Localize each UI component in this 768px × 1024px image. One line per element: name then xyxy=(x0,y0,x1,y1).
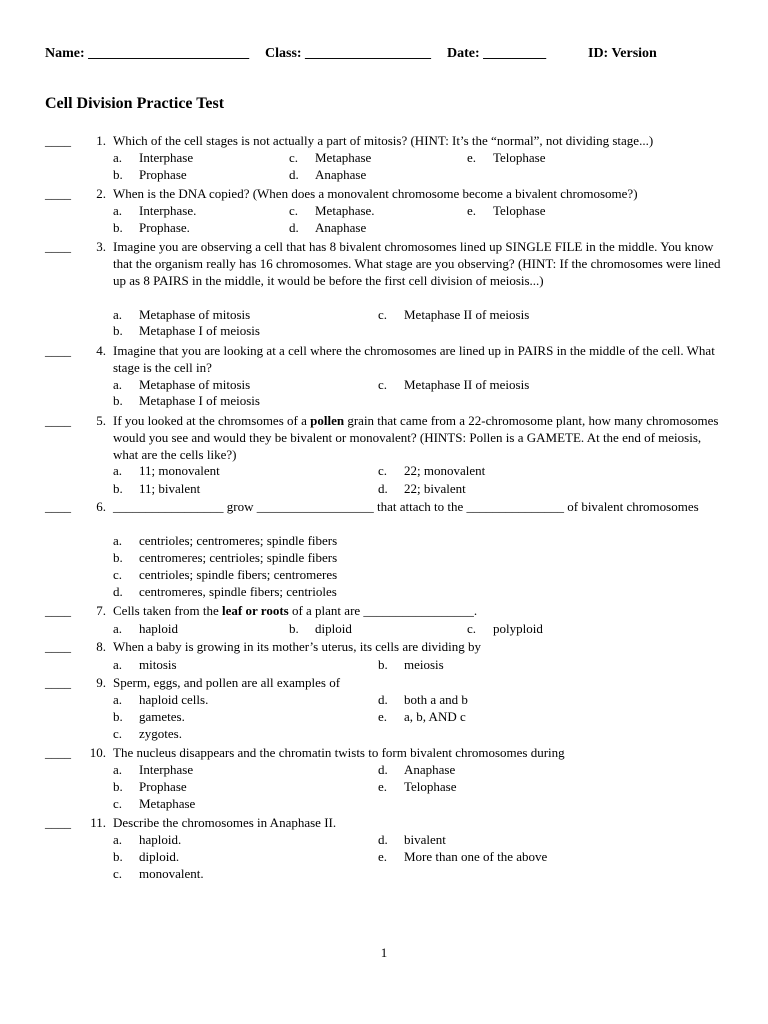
option-text: Telophase xyxy=(493,150,546,165)
option-letter: c. xyxy=(113,866,123,881)
option xyxy=(378,306,529,323)
option xyxy=(113,566,337,583)
id-version: ID: Version xyxy=(588,46,657,61)
question-number: 10. xyxy=(89,745,106,760)
option-letter: b. xyxy=(113,393,123,408)
page-title: Cell Division Practice Test xyxy=(45,95,225,112)
option xyxy=(113,620,178,637)
option-letter: b. xyxy=(378,657,388,672)
option xyxy=(113,725,182,742)
option-letter: a. xyxy=(113,150,123,165)
question-text xyxy=(113,602,725,619)
question-number: 9. xyxy=(96,675,106,690)
page-number: 1 xyxy=(380,945,388,960)
option xyxy=(467,620,543,637)
option-text: Metaphase xyxy=(139,796,196,811)
option xyxy=(378,708,466,725)
answer-blank: ____ xyxy=(45,639,71,654)
option-text: diploid xyxy=(315,621,352,636)
option-text: haploid. xyxy=(139,832,182,847)
option xyxy=(378,376,529,393)
question-text-part: If you looked at the chromsomes of a xyxy=(113,413,311,428)
option-letter: d. xyxy=(289,167,299,182)
option-text: gametes. xyxy=(139,709,185,724)
option xyxy=(378,462,485,479)
option xyxy=(113,149,193,166)
question-text: Which of the cell stages is not actually a part of mitosis? (HINT: It’s the “normal”, not dividing stage...) xyxy=(113,133,654,148)
option-text: meiosis xyxy=(404,657,444,672)
question-text: When a baby is growing in its mother’s uterus, its cells are dividing by xyxy=(113,639,482,654)
question-text-part: Cells taken from the xyxy=(113,603,223,618)
option-letter: a. xyxy=(113,203,123,218)
option-letter: a. xyxy=(113,533,123,548)
option-letter: b. xyxy=(113,849,123,864)
option xyxy=(113,831,181,848)
option-text: Anaphase xyxy=(315,220,367,235)
option-text: centrioles; spindle fibers; centromeres xyxy=(139,567,338,582)
option-letter: d. xyxy=(113,584,123,599)
option-letter: b. xyxy=(113,550,123,565)
question-number: 7. xyxy=(96,603,106,618)
option xyxy=(113,583,337,600)
question-text: Imagine that you are looking at a cell where the chromosomes are lined up in PAIRS in the middle of the cell. What stage is the cell in? xyxy=(113,343,715,375)
option xyxy=(113,306,250,323)
option-text: More than one of the above xyxy=(404,849,548,864)
question-text: Sperm, eggs, and pollen are all examples of xyxy=(113,675,341,690)
question-text-part: grain that came from a 22-chromosome plant, how many chromosomes would you see and would they be bivalent or monovalent? (HINTS: Pollen is a GAMETE. At the end of meiosis, what are the cells like?) xyxy=(113,413,719,462)
option-text: Metaphase I of meiosis xyxy=(139,393,260,408)
option-text: centrioles; centromeres; spindle fibers xyxy=(139,533,338,548)
option xyxy=(113,392,260,409)
answer-blank: ____ xyxy=(45,239,71,254)
option-text: Prophase xyxy=(139,779,187,794)
option-text: haploid cells. xyxy=(139,692,209,707)
option-text: Telophase xyxy=(493,203,546,218)
option xyxy=(378,761,455,778)
option-text: centromeres; centrioles; spindle fibers xyxy=(139,550,338,565)
option xyxy=(113,462,220,479)
option-text: Metaphase xyxy=(315,150,372,165)
option-text: polyploid xyxy=(493,621,543,636)
option-text: Interphase. xyxy=(139,203,197,218)
option-text: both a and b xyxy=(404,692,468,707)
option-text: Metaphase I of meiosis xyxy=(139,323,260,338)
option-text: diploid. xyxy=(139,849,180,864)
question-text: The nucleus disappears and the chromatin twists to form bivalent chromosomes during xyxy=(113,745,565,760)
option-text: Anaphase xyxy=(404,762,456,777)
emphasis-leaf-or-roots: leaf or roots xyxy=(222,603,289,618)
option-letter: e. xyxy=(378,779,388,794)
option-letter: c. xyxy=(378,463,388,478)
option-letter: c. xyxy=(113,796,123,811)
option-letter: e. xyxy=(378,709,388,724)
option-letter: a. xyxy=(113,377,123,392)
question-number: 6. xyxy=(96,499,106,514)
option xyxy=(113,166,187,183)
option-text: haploid xyxy=(139,621,178,636)
option xyxy=(113,202,196,219)
answer-blank: ____ xyxy=(45,675,71,690)
option xyxy=(113,480,200,497)
option-text: Prophase. xyxy=(139,220,190,235)
question-text xyxy=(113,412,725,463)
question-number: 1. xyxy=(96,133,106,148)
option xyxy=(113,691,208,708)
option-letter: a. xyxy=(113,307,123,322)
option-text: Interphase xyxy=(139,762,194,777)
option-letter: a. xyxy=(113,762,123,777)
option-letter: c. xyxy=(378,377,388,392)
option xyxy=(113,219,190,236)
option xyxy=(289,149,371,166)
question-text: Imagine you are observing a cell that has 8 bivalent chromosomes lined up SINGLE FILE in the middle. You know that the organism really has 16 chromosomes. What stage are you observing? (HINT: If the chromosomes were lined up as 8 PAIRS in the middle, it would be before the first cell division of meiosis...) xyxy=(113,239,721,288)
option xyxy=(378,831,446,848)
option xyxy=(113,322,260,339)
option-letter: a. xyxy=(113,463,123,478)
name-field: Name: _______________________ xyxy=(45,46,250,61)
option xyxy=(378,480,466,497)
answer-blank: ____ xyxy=(45,815,71,830)
option xyxy=(113,708,185,725)
question-number: 4. xyxy=(96,343,106,358)
option-text: Metaphase II of meiosis xyxy=(404,377,530,392)
option-letter: d. xyxy=(289,220,299,235)
option-letter: b. xyxy=(113,779,123,794)
option xyxy=(378,656,444,673)
option-letter: e. xyxy=(378,849,388,864)
option-letter: b. xyxy=(289,621,299,636)
answer-blank: ____ xyxy=(45,133,71,148)
option-letter: d. xyxy=(378,481,388,496)
option-letter: b. xyxy=(113,167,123,182)
option xyxy=(289,166,366,183)
question-text: Describe the chromosomes in Anaphase II. xyxy=(113,815,337,830)
question-text: _________________ grow __________________ that attach to the _______________ of bivalent chromosomes xyxy=(113,499,699,514)
option-letter: d. xyxy=(378,692,388,707)
emphasis-pollen: pollen xyxy=(310,413,345,428)
option xyxy=(467,202,546,219)
option xyxy=(289,219,366,236)
option xyxy=(378,848,547,865)
option xyxy=(378,778,457,795)
option xyxy=(113,865,204,882)
answer-blank: ____ xyxy=(45,413,71,428)
option-letter: e. xyxy=(467,150,477,165)
option-letter: c. xyxy=(113,726,123,741)
option-text: Metaphase. xyxy=(315,203,375,218)
option-text: 11; bivalent xyxy=(139,481,201,496)
option-text: centromeres, spindle fibers; centrioles xyxy=(139,584,337,599)
option-text: Interphase xyxy=(139,150,194,165)
option xyxy=(113,549,337,566)
option-text: 22; bivalent xyxy=(404,481,466,496)
option-letter: b. xyxy=(113,709,123,724)
option xyxy=(113,761,193,778)
option-text: Telophase xyxy=(404,779,457,794)
question-number: 2. xyxy=(96,186,106,201)
option-letter: a. xyxy=(113,621,123,636)
question-number: 8. xyxy=(96,639,106,654)
option-text: Metaphase of mitosis xyxy=(139,377,251,392)
option-letter: b. xyxy=(113,481,123,496)
question-number: 11. xyxy=(90,815,106,830)
answer-blank: ____ xyxy=(45,745,71,760)
option-letter: c. xyxy=(113,567,123,582)
date-field: Date: _________ xyxy=(447,46,547,61)
question-text: When is the DNA copied? (When does a monovalent chromosome become a bivalent chromosome?) xyxy=(113,186,638,201)
option-letter: d. xyxy=(378,832,388,847)
option-text: zygotes. xyxy=(139,726,182,741)
option xyxy=(113,376,250,393)
question-number: 5. xyxy=(96,413,106,428)
option-text: 22; monovalent xyxy=(404,463,486,478)
option-letter: b. xyxy=(113,220,123,235)
option-letter: c. xyxy=(289,150,299,165)
answer-blank: ____ xyxy=(45,499,71,514)
option-letter: c. xyxy=(467,621,477,636)
option-letter: a. xyxy=(113,692,123,707)
option-text: Metaphase of mitosis xyxy=(139,307,251,322)
option xyxy=(113,848,179,865)
answer-blank: ____ xyxy=(45,343,71,358)
option-text: monovalent. xyxy=(139,866,204,881)
answer-blank: ____ xyxy=(45,603,71,618)
option-text: Metaphase II of meiosis xyxy=(404,307,530,322)
option xyxy=(113,656,177,673)
option-text: Anaphase xyxy=(315,167,367,182)
question-number: 3. xyxy=(96,239,106,254)
option-letter: c. xyxy=(378,307,388,322)
option-letter: d. xyxy=(378,762,388,777)
option-letter: a. xyxy=(113,657,123,672)
answer-blank: ____ xyxy=(45,186,71,201)
option-text: mitosis xyxy=(139,657,177,672)
option xyxy=(113,795,195,812)
option-letter: a. xyxy=(113,832,123,847)
option xyxy=(113,532,337,549)
option-text: bivalent xyxy=(404,832,446,847)
option-letter: e. xyxy=(467,203,477,218)
option xyxy=(289,620,352,637)
option-letter: c. xyxy=(289,203,299,218)
option-letter: b. xyxy=(113,323,123,338)
class-field: Class: __________________ xyxy=(265,46,432,61)
option-text: Prophase xyxy=(139,167,187,182)
option xyxy=(289,202,375,219)
option xyxy=(113,778,187,795)
question-text-part: of a plant are _________________. xyxy=(288,603,478,618)
option-text: 11; monovalent xyxy=(139,463,220,478)
option-text: a, b, AND c xyxy=(404,709,466,724)
option xyxy=(378,691,468,708)
option xyxy=(467,149,546,166)
